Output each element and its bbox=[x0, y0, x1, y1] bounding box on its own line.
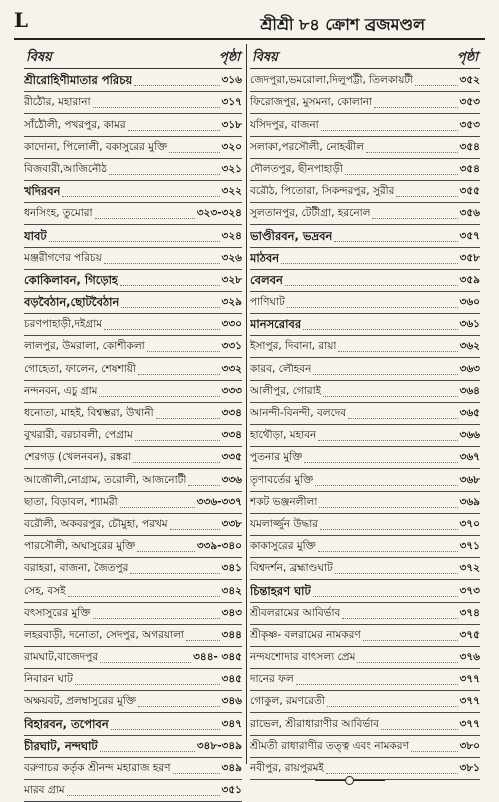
entry-page: ৩৪৮-৩৪৯ bbox=[196, 739, 242, 752]
entry-page: ৩৭০ bbox=[459, 517, 480, 530]
index-entry bbox=[24, 314, 242, 336]
entry-page: ৩১৭ bbox=[221, 96, 242, 109]
dot-leader bbox=[104, 263, 220, 264]
entry-title: বরাহরা, বাজনা, জৈতপুর bbox=[24, 562, 129, 575]
index-entry bbox=[250, 358, 480, 380]
dot-leader bbox=[338, 351, 457, 352]
index-entry bbox=[250, 691, 480, 713]
entry-page: ৩৬০ bbox=[459, 296, 480, 309]
entry-page: ৩৬৮ bbox=[459, 473, 480, 486]
entry-page: ৩২৯ bbox=[221, 296, 242, 309]
left-column-header bbox=[24, 46, 242, 69]
entry-page: ৩৫৮ bbox=[459, 251, 480, 264]
entry-page: ৩৩৬-৩৩৭ bbox=[196, 495, 242, 508]
entry-page: ৩৩১ bbox=[221, 340, 242, 353]
dot-leader bbox=[281, 263, 457, 264]
index-entry bbox=[24, 381, 242, 403]
entry-page: ৩৬১ bbox=[459, 318, 480, 331]
index-entry bbox=[250, 248, 480, 270]
index-entry bbox=[250, 381, 480, 403]
index-entry bbox=[250, 225, 480, 247]
dot-leader bbox=[313, 374, 457, 375]
entry-title: ইসাপুর, দিবানা, রায়া bbox=[250, 340, 337, 353]
dot-leader bbox=[287, 307, 458, 308]
index-entry bbox=[24, 603, 242, 625]
left-column bbox=[24, 70, 242, 802]
index-entry bbox=[250, 514, 480, 536]
index-entry bbox=[250, 625, 480, 647]
index-entry bbox=[24, 625, 242, 647]
index-entry bbox=[250, 647, 480, 669]
dot-leader bbox=[121, 307, 219, 308]
index-entry bbox=[250, 580, 480, 602]
index-entry bbox=[250, 137, 480, 159]
entry-title: মানসরোবর bbox=[250, 317, 302, 332]
entry-page: ৩২৩-৩২৪ bbox=[196, 207, 242, 220]
dot-leader bbox=[130, 573, 219, 574]
index-entry bbox=[250, 270, 480, 292]
entry-page: ৩৭৩ bbox=[459, 584, 480, 597]
index-entry bbox=[250, 203, 480, 225]
entry-page: ৩৩৪ bbox=[221, 407, 242, 419]
page-heading: পৃষ্ঠা bbox=[218, 50, 240, 65]
entry-page: ৩২৬ bbox=[221, 251, 242, 264]
entry-page: ৩৪৬ bbox=[221, 695, 242, 708]
dot-leader bbox=[147, 351, 220, 352]
entry-title: বিশ্বদর্শন, ব্রহ্মাণ্ডঘাট bbox=[250, 562, 333, 575]
entry-title: চরণপাহাড়ী,দইগ্রাম bbox=[24, 318, 103, 331]
entry-title: শ্রীকৃষ্ণ- বলরামের নামকরণ bbox=[250, 628, 361, 641]
index-entry bbox=[24, 669, 242, 691]
entry-page: ৩৬৯ bbox=[459, 495, 480, 508]
page-header bbox=[14, 6, 485, 40]
dot-leader bbox=[156, 418, 220, 419]
index-entry bbox=[24, 469, 242, 491]
dot-leader bbox=[93, 107, 220, 108]
entry-title: আনন্দী-বিনন্দী, বলদেব bbox=[250, 407, 347, 419]
entry-title: চিন্তাহরণ ঘাট bbox=[250, 583, 311, 598]
dot-leader bbox=[318, 440, 457, 441]
entry-page: ৩৪৯ bbox=[221, 762, 242, 774]
page-heading: পৃষ্ঠা bbox=[456, 50, 478, 65]
dot-leader bbox=[75, 684, 220, 685]
entry-title: মাঠবন bbox=[250, 250, 280, 265]
entry-page: ৩৩৪ bbox=[221, 429, 242, 442]
index-entry bbox=[250, 713, 480, 735]
entry-page: ৩২০ bbox=[221, 140, 242, 153]
index-entry bbox=[250, 92, 480, 114]
dot-leader bbox=[99, 396, 219, 397]
entry-page: ৩৫৯ bbox=[459, 273, 480, 286]
dot-leader bbox=[334, 241, 457, 242]
dot-leader bbox=[49, 241, 220, 242]
dot-leader bbox=[303, 329, 457, 330]
index-entry bbox=[24, 425, 242, 447]
dot-leader bbox=[133, 462, 219, 463]
entry-page: ৩৫২ bbox=[459, 74, 480, 87]
dot-leader bbox=[138, 374, 220, 375]
entry-page: ৩৮১ bbox=[459, 762, 480, 774]
entry-page: ৩৭৬ bbox=[459, 651, 480, 664]
entry-title: ছাতা, বিড়াবল, শ্যামরী bbox=[24, 495, 118, 508]
entry-page: ৩৪৩ bbox=[221, 606, 242, 619]
entry-title: শেরগড় (খেলনবন), রঙ্করা bbox=[24, 451, 132, 464]
entry-title: বিজবারী,আজিনৌঠ bbox=[24, 162, 107, 175]
dot-leader bbox=[104, 329, 219, 330]
entry-title: খদিরবন bbox=[24, 184, 61, 199]
entry-page: ৩৭৪ bbox=[459, 606, 480, 619]
right-column-header bbox=[250, 46, 480, 69]
entry-page: ৩৩৯-৩৪০ bbox=[196, 540, 242, 553]
dot-leader bbox=[321, 130, 458, 131]
entry-page: ৩৪৪ bbox=[221, 628, 242, 641]
dot-leader bbox=[111, 729, 220, 730]
dot-leader bbox=[374, 107, 457, 108]
entry-page: ৩৪৪- ৩৪৫ bbox=[193, 651, 242, 664]
entry-title: বুখরারী, বরচাবলী, পেগ্রাম bbox=[24, 429, 133, 442]
entry-title: নিবারন ঘাট bbox=[24, 673, 73, 686]
entry-title: গোকুল, রমণরেতী bbox=[250, 695, 325, 708]
entry-title: পারসৌলী, অঘাসুরের মুক্তি bbox=[24, 540, 136, 553]
column-divider bbox=[246, 44, 247, 764]
dot-leader bbox=[173, 773, 220, 774]
dot-leader bbox=[134, 85, 219, 86]
entry-title: বরৌলী, অকবরপুর, চৌমুহা, পরখম bbox=[24, 517, 168, 530]
subject-heading: বিষয় bbox=[26, 50, 52, 65]
page-letter: L bbox=[14, 8, 29, 32]
dot-leader bbox=[68, 596, 220, 597]
entry-title: কোকিলাবন, গিড়োহ bbox=[24, 272, 118, 287]
index-entry bbox=[24, 558, 242, 580]
entry-page: ৩৬৫ bbox=[459, 407, 480, 419]
entry-title: সাঁঠৌলী, পখরপুর, কামর bbox=[24, 118, 126, 131]
entry-title: বৎসাসুরের মুক্তি bbox=[24, 606, 91, 619]
entry-page: ৩৬৬ bbox=[459, 429, 480, 442]
entry-title: বেলবন bbox=[250, 272, 283, 287]
entry-title: বরুণাচর কর্তৃক শ্রীনন্দ মহারাজ হরণ bbox=[24, 762, 171, 774]
index-entry bbox=[250, 114, 480, 136]
entry-title: তৃণাবর্তের মুক্তি bbox=[250, 473, 314, 486]
index-entry bbox=[24, 358, 242, 380]
index-entry bbox=[250, 492, 480, 514]
index-entry bbox=[24, 492, 242, 514]
index-entry bbox=[250, 447, 480, 469]
index-entry bbox=[24, 225, 242, 247]
entry-title: জেদপুরা,ভমরোলা,দিলুপট্টী, তিলকায়টী bbox=[250, 74, 414, 87]
entry-page: ৩৩০ bbox=[221, 318, 242, 331]
dot-leader bbox=[411, 751, 458, 752]
entry-page: ৩৭৭ bbox=[459, 673, 480, 686]
index-entry bbox=[24, 580, 242, 602]
entry-page: ৩৩৮ bbox=[221, 517, 242, 530]
entry-title: লহরবাড়ী, দনোতা, সেদপুর, অগরয়ালা bbox=[24, 628, 184, 641]
entry-title: কাদোনা, পিলোলী, বকাসুরের মুক্তি bbox=[24, 140, 168, 153]
entry-page: ৩৩৬ bbox=[221, 473, 242, 486]
index-entry bbox=[250, 603, 480, 625]
index-entry bbox=[24, 691, 242, 713]
entry-page: ৩৫৩ bbox=[459, 118, 480, 131]
entry-page: ৩৫১ bbox=[221, 784, 242, 797]
index-entry bbox=[24, 159, 242, 181]
index-entry bbox=[24, 536, 242, 558]
entry-page: ৩৬৩ bbox=[459, 362, 480, 375]
entry-title: মঞ্জরীগণের পরিচয় bbox=[24, 251, 102, 264]
index-entry bbox=[250, 292, 480, 314]
dot-leader bbox=[100, 662, 191, 663]
index-entry bbox=[250, 70, 480, 92]
dot-leader bbox=[109, 174, 220, 175]
index-entry bbox=[24, 270, 242, 292]
entry-page: ৩৫৪ bbox=[459, 162, 480, 175]
dot-leader bbox=[128, 130, 220, 131]
index-entry bbox=[24, 713, 242, 735]
entry-title: ধনোতা, মাহই, বিশ্বম্ভরা, উখানী bbox=[24, 407, 154, 419]
index-entry bbox=[24, 403, 242, 425]
entry-title: বড়বৈঠান,ছোটবৈঠান bbox=[24, 295, 120, 310]
entry-title: অক্ষয়বট, প্রলম্বাসুরের মুক্তি bbox=[24, 695, 136, 708]
entry-title: নন্দযশোদার বাৎসল্য প্রেম bbox=[250, 651, 356, 664]
index-entry bbox=[24, 780, 242, 802]
index-entry bbox=[24, 758, 242, 780]
dot-leader bbox=[320, 529, 457, 530]
index-entry bbox=[24, 92, 242, 114]
index-entry bbox=[250, 403, 480, 425]
index-entry bbox=[24, 203, 242, 225]
index-entry bbox=[24, 137, 242, 159]
entry-page: ৩৬২ bbox=[459, 340, 480, 353]
index-entry bbox=[24, 181, 242, 203]
dot-leader bbox=[323, 396, 457, 397]
dot-leader bbox=[335, 573, 458, 574]
entry-page: ৩৫৫ bbox=[459, 185, 480, 198]
entry-page: ৩৭৫ bbox=[459, 628, 480, 641]
dot-leader bbox=[188, 485, 219, 486]
entry-title: মারব গ্রাম bbox=[24, 784, 65, 797]
dot-leader bbox=[120, 507, 195, 508]
index-entry bbox=[24, 447, 242, 469]
entry-page: ৩৭৭ bbox=[459, 717, 480, 730]
dot-leader bbox=[62, 196, 219, 197]
entry-title: যসিদপুর, বাজনা bbox=[250, 118, 319, 131]
entry-page: ৩২৪ bbox=[221, 229, 242, 242]
dot-leader bbox=[296, 684, 458, 685]
entry-page: ৩৪১ bbox=[221, 562, 242, 575]
entry-title: আলীপুর, গোরাই bbox=[250, 384, 322, 397]
dot-leader bbox=[415, 85, 457, 86]
entry-title: রাভেল, শ্রীরাধারাণীর আবির্ভাব bbox=[250, 717, 380, 730]
dot-leader bbox=[345, 174, 458, 175]
entry-title: পাণিঘাট bbox=[250, 296, 285, 309]
index-entry bbox=[24, 736, 242, 758]
index-entry bbox=[250, 181, 480, 203]
dot-leader bbox=[313, 596, 458, 597]
index-entry bbox=[24, 114, 242, 136]
entry-title: বিহারবন, তপোবন bbox=[24, 716, 109, 731]
index-entry bbox=[24, 514, 242, 536]
index-entry bbox=[24, 292, 242, 314]
dot-leader bbox=[372, 218, 457, 219]
entry-title: গোহেতা, ফালেন, শেষশায়ী bbox=[24, 362, 136, 375]
entry-page: ৩১৮ bbox=[221, 118, 242, 131]
entry-page: ৩৩২ bbox=[221, 362, 242, 375]
index-entry bbox=[250, 159, 480, 181]
dot-leader bbox=[348, 418, 457, 419]
entry-page: ৩৭২ bbox=[459, 562, 480, 575]
dot-leader bbox=[381, 729, 457, 730]
entry-title: শ্রীমতী রাধারাণীর তত্ত্ব এবং নামকরণ bbox=[250, 739, 409, 752]
entry-title: শ্রীরোহিণীমাতার পরিচয় bbox=[24, 73, 133, 88]
dot-leader bbox=[304, 462, 457, 463]
entry-page: ৩৫৭ bbox=[459, 229, 480, 242]
entry-page: ৩৫৩ bbox=[459, 96, 480, 109]
entry-title: শ্রীবলরামের আবির্ভাব bbox=[250, 606, 341, 619]
dot-leader bbox=[186, 640, 220, 641]
entry-page: ৩২৮ bbox=[221, 273, 242, 286]
entry-title: ফিরোজপুর, মুসমনা, কোলানা bbox=[250, 96, 373, 109]
index-entry bbox=[24, 336, 242, 358]
entry-page: ৩৪২ bbox=[221, 584, 242, 597]
dot-leader bbox=[396, 196, 457, 197]
end-ornament bbox=[315, 774, 385, 786]
index-entry bbox=[250, 336, 480, 358]
right-column bbox=[250, 70, 480, 780]
entry-title: চীরঘাট, নন্দঘাট bbox=[24, 738, 98, 753]
entry-title: সেহ, বসই bbox=[24, 584, 66, 597]
entry-title: পুতনার মুক্তি bbox=[250, 451, 303, 464]
entry-page: ৩৩৫ bbox=[221, 451, 242, 464]
entry-title: ভাণ্ডীরবন, ভদ্রবন bbox=[250, 228, 333, 243]
entry-title: আজৌলী,নোগ্রাম, তরোলী, আজনোটী bbox=[24, 473, 187, 486]
entry-title: নন্দনবন, এচু গ্রাম bbox=[24, 384, 98, 397]
dot-leader bbox=[95, 218, 195, 219]
index-entry bbox=[250, 536, 480, 558]
index-entry bbox=[250, 469, 480, 491]
dot-leader bbox=[366, 152, 458, 153]
entry-page: ৩৮০ bbox=[459, 739, 480, 752]
index-entry bbox=[24, 647, 242, 669]
dot-leader bbox=[120, 285, 220, 286]
dot-leader bbox=[137, 551, 194, 552]
index-entry bbox=[24, 248, 242, 270]
dot-leader bbox=[138, 706, 220, 707]
dot-leader bbox=[318, 551, 458, 552]
entry-title: ধনসিংহ, তুমোরা bbox=[24, 207, 93, 220]
entry-page: ৩৫৬ bbox=[459, 207, 480, 220]
entry-title: হাথৌড়া, মহাবন bbox=[250, 429, 317, 442]
entry-title: দৌলতপুর, ছীনপাহাড়ী bbox=[250, 162, 343, 175]
entry-page: ৩৬৭ bbox=[459, 451, 480, 464]
dot-leader bbox=[93, 618, 220, 619]
page-title: শ্রীশ্রী ৮৪ ক্রোশ ব্রজমণ্ডল bbox=[260, 15, 425, 34]
dot-leader bbox=[342, 618, 457, 619]
dot-leader bbox=[319, 507, 457, 508]
entry-page: ৩৩৩ bbox=[221, 384, 242, 397]
dot-leader bbox=[363, 640, 458, 641]
entry-page: ৩২২ bbox=[221, 185, 242, 198]
index-entry bbox=[250, 736, 480, 758]
entry-title: সলাকা,পরসৌলী, নোহঝীল bbox=[250, 140, 364, 153]
entry-page: ৩৪৭ bbox=[221, 717, 242, 730]
dot-leader bbox=[169, 152, 219, 153]
entry-title: কারব, লৌহবন bbox=[250, 362, 312, 375]
index-entry bbox=[250, 425, 480, 447]
entry-page: ৩৪৫ bbox=[221, 673, 242, 686]
dot-leader bbox=[67, 795, 220, 796]
entry-title: রামঘাট,বাজেদপুর bbox=[24, 651, 99, 664]
subject-heading: বিষয় bbox=[252, 50, 278, 65]
entry-title: দানের ফল bbox=[250, 673, 294, 686]
entry-title: যাবট bbox=[24, 228, 47, 243]
dot-leader bbox=[327, 706, 458, 707]
dot-leader bbox=[100, 751, 195, 752]
entry-page: ৩২১ bbox=[221, 162, 242, 175]
entry-title: কাকাসুরের মুক্তি bbox=[250, 540, 316, 553]
dot-leader bbox=[170, 529, 220, 530]
entry-title: রীঠৌর, মহারানা bbox=[24, 96, 91, 109]
index-entry bbox=[24, 70, 242, 92]
dot-leader bbox=[285, 285, 458, 286]
dot-leader bbox=[135, 440, 220, 441]
index-entry bbox=[250, 669, 480, 691]
entry-title: যমলার্জ্জুন উদ্ধার bbox=[250, 517, 319, 530]
entry-page: ৩৬৪ bbox=[459, 384, 480, 397]
index-entry bbox=[250, 558, 480, 580]
dot-leader bbox=[315, 485, 457, 486]
entry-page: ৩১৬ bbox=[221, 74, 242, 87]
entry-page: ৩৭৭ bbox=[459, 695, 480, 708]
entry-title: শকট ভঞ্জনলীলা bbox=[250, 495, 318, 508]
dot-leader bbox=[357, 662, 457, 663]
entry-page: ৩৭১ bbox=[459, 540, 480, 553]
entry-page: ৩৫৪ bbox=[459, 140, 480, 153]
entry-title: লালপুর, উমরালা, কোশীকলা bbox=[24, 340, 145, 353]
entry-title: নবীপুর, রায়পুরমই bbox=[250, 762, 324, 774]
entry-title: সুলতানপুর, টেটীগ্রা, হরনোল bbox=[250, 207, 371, 220]
entry-title: বরৌঠ, পিতোরা, সিকন্দরপুর, সুরীর bbox=[250, 185, 395, 198]
index-entry bbox=[250, 314, 480, 336]
